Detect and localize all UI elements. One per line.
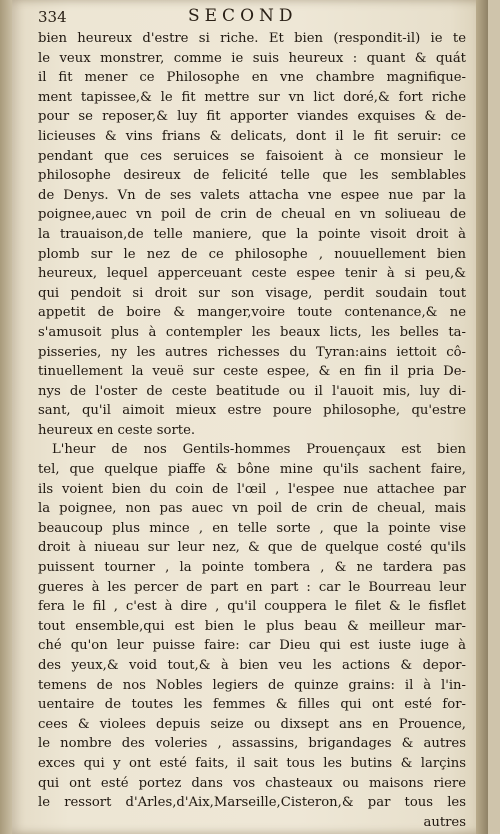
text-line: tel, que quelque piaffe & bône mine qu'ils sachent faire, — [38, 462, 466, 478]
text-line: tout ensemble,qui est bien le plus beau & meilleur mar- — [38, 618, 466, 634]
text-line: poignee,auec vn poil de crin de cheual en vn soliueau de — [38, 207, 466, 223]
text-line: tinuellement la veuë sur ceste espee, & en fin il pria De- — [38, 364, 466, 380]
text-line: puissent tourner , la pointe tombera , & ne tardera pas — [38, 560, 466, 576]
text-line: plomb sur le nez de ce philosophe , nouuellement bien — [38, 246, 466, 262]
text-line: ils voient bien du coin de l'œil , l'espee nue attachee par — [38, 481, 466, 497]
text-line: qui ont esté portez dans vos chasteaux ou maisons riere — [38, 775, 466, 791]
page-number: 334 — [38, 8, 67, 26]
text-line: exces qui y ont esté faits, il sait tous les butins & larçins — [38, 755, 466, 771]
text-line: appetit de boire & manger,voire toute contenance,& ne — [38, 305, 466, 321]
running-head: SECOND — [188, 6, 298, 26]
text-line: philosophe desireux de felicité telle que les semblables — [38, 168, 466, 184]
body-text — [38, 29, 466, 832]
paragraph-start-line: L'heur de nos Gentils-hommes Prouençaux est bien — [52, 442, 466, 458]
text-line: heureux, lequel apperceuant ceste espee tenir à si peu,& — [38, 266, 466, 282]
text-line: pisseries, ny les autres richesses du Tyran:ains iettoit cô- — [38, 344, 466, 360]
text-line: de Denys. Vn de ses valets attacha vne espee nue par la — [38, 187, 466, 203]
text-line: fera le fil , c'est à dire , qu'il couppera le filet & le fisflet — [38, 599, 466, 615]
text-line: cees & violees depuis seize ou dixsept ans en Prouence, — [38, 716, 466, 732]
text-line: droit à niueau sur leur nez, & que de quelque costé qu'ils — [38, 540, 466, 556]
text-line: ché qu'on leur puisse faire: car Dieu qui est iuste iuge à — [38, 638, 466, 654]
text-line: gueres à les percer de part en part : car le Bourreau leur — [38, 579, 466, 595]
text-line: nys de l'oster de ceste beatitude ou il l'auoit mis, luy di- — [38, 383, 466, 399]
text-line: le ressort d'Arles,d'Aix,Marseille,Cisteron,& par tous les — [38, 795, 466, 811]
text-line: uentaire de toutes les femmes & filles qui ont esté for- — [38, 697, 466, 713]
text-line: temens de nos Nobles legiers de quinze grains: il à l'in- — [38, 677, 466, 693]
text-line: licieuses & vins frians & delicats, dont il le fit seruir: ce — [38, 128, 466, 144]
page-header — [38, 6, 458, 28]
text-line: des yeux,& void tout,& à bien veu les actions & depor- — [38, 658, 466, 673]
text-line: beaucoup plus mince , en telle sorte , que la pointe vise — [38, 520, 466, 536]
text-line: le veux monstrer, comme ie suis heureux : quant & quát — [38, 50, 466, 66]
text-line: sant, qu'il aimoit mieux estre poure philosophe, qu'estre — [38, 403, 466, 419]
text-line: le nombre des voleries , assassins, brigandages & autres — [38, 736, 466, 752]
text-line: il fit mener ce Philosophe en vne chambre magnifique- — [38, 70, 466, 86]
text-line: qui pendoit si droit sur son visage, perdit soudain tout — [38, 285, 466, 301]
paragraph-end-line: heureux en ceste sorte. — [38, 422, 196, 438]
text-line: pendant que ces seruices se faisoient à ce monsieur le — [38, 148, 466, 164]
text-line: s'amusoit plus à contempler les beaux licts, les belles ta- — [38, 324, 466, 340]
catchword: autres — [423, 814, 466, 830]
text-line: la poignee, non pas auec vn poil de crin de cheual, mais — [38, 501, 466, 517]
text-line: la trauaison,de telle maniere, que la pointe visoit droit à — [38, 226, 466, 242]
text-line: ment tapissee,& le fit mettre sur vn lict doré,& fort riche — [38, 89, 466, 105]
page-edge — [476, 0, 488, 834]
text-line: bien heureux d'estre si riche. Et bien (respondit-il) ie te — [38, 31, 466, 46]
page-gutter — [0, 0, 12, 834]
text-line: pour se reposer,& luy fit apporter viandes exquises & de- — [38, 109, 466, 125]
